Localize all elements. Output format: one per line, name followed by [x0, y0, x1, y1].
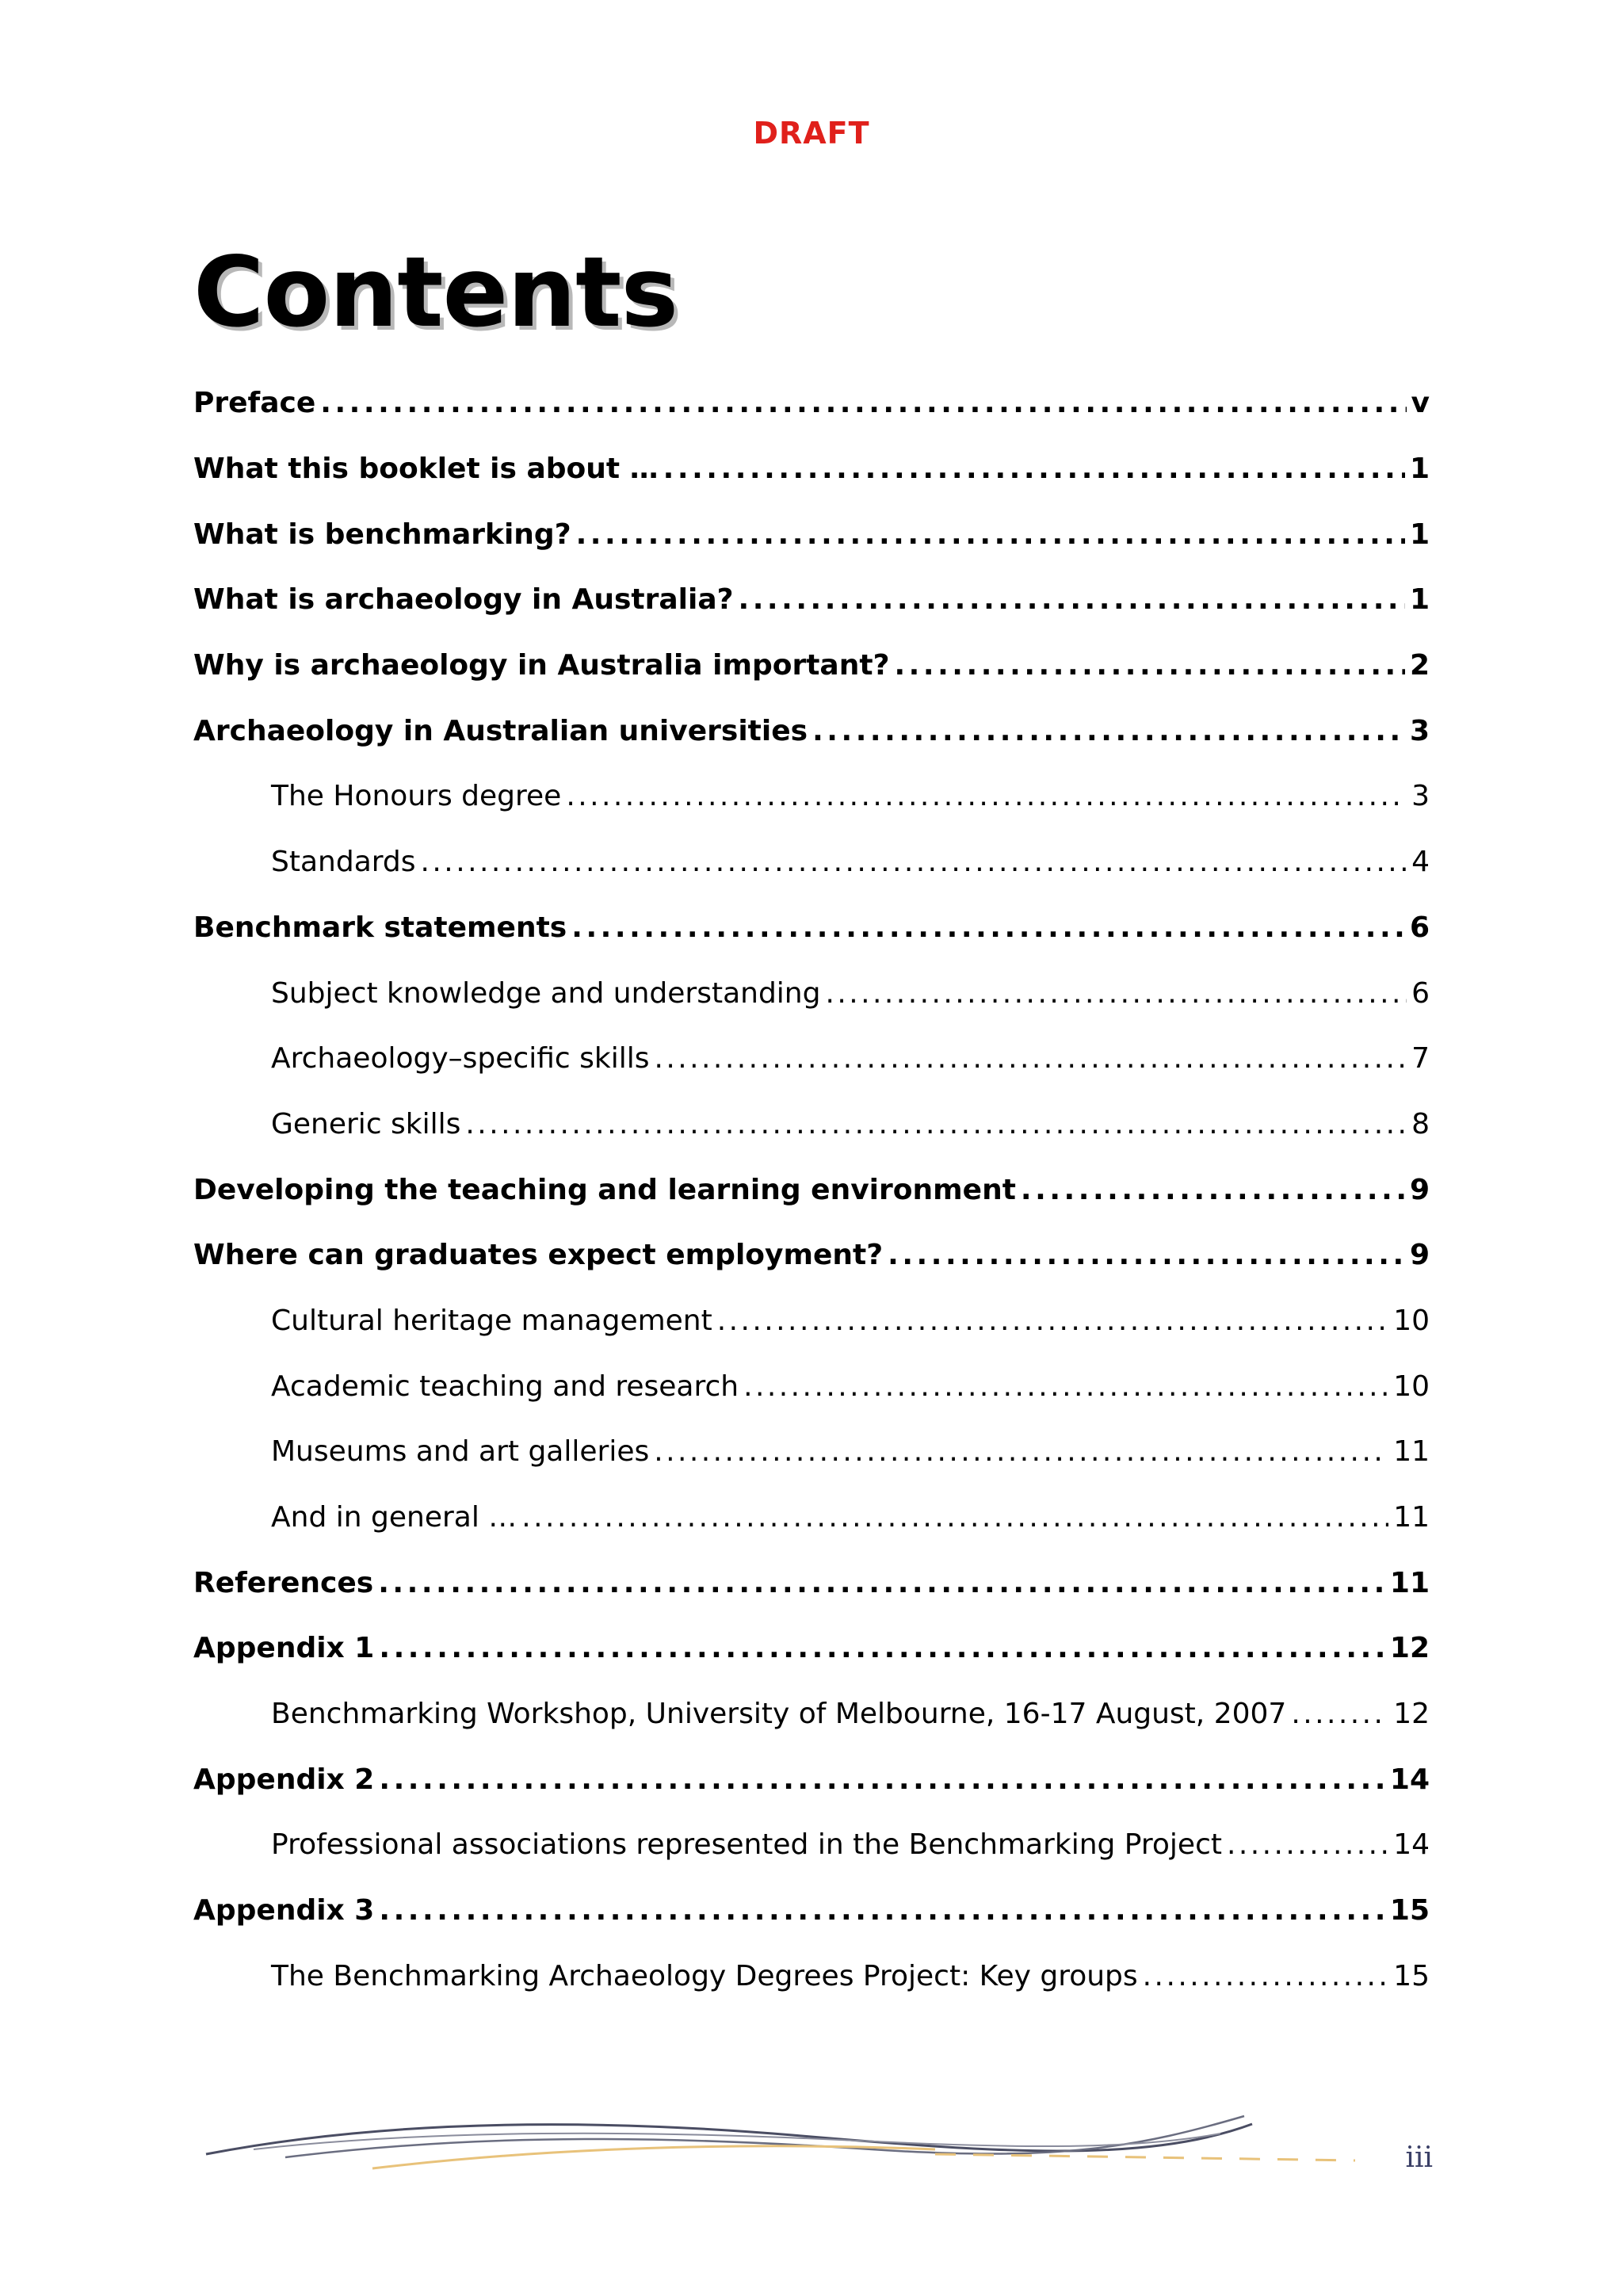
toc-entry-label: Appendix 3: [193, 1894, 375, 1927]
toc-dot-leader: [571, 914, 1405, 942]
toc-dot-leader: [717, 1307, 1388, 1335]
toc-entry[interactable]: [193, 371, 1430, 437]
toc-entry-label: Cultural heritage management: [271, 1304, 712, 1337]
footer-swoosh-decoration: [190, 2100, 1363, 2172]
toc-dot-leader: [566, 782, 1407, 811]
toc-entry[interactable]: [193, 437, 1430, 502]
toc-entry-page-number: 15: [1393, 1959, 1430, 1992]
toc-dot-leader: [379, 1897, 1385, 1925]
toc-entry-label: Standards: [271, 846, 416, 879]
toc-entry-page-number: 6: [1409, 911, 1430, 944]
toc-entry-label: Professional associations represented in the Benchmarking Project: [271, 1828, 1222, 1862]
toc-dot-leader: [1291, 1700, 1388, 1729]
toc-entry-page-number: 14: [1393, 1828, 1430, 1862]
toc-subentry[interactable]: [193, 961, 1430, 1026]
toc-entry-page-number: 9: [1409, 1173, 1430, 1206]
toc-entry-page-number: 10: [1393, 1370, 1430, 1403]
toc-entry[interactable]: [193, 1878, 1430, 1944]
toc-entry[interactable]: [193, 502, 1430, 567]
toc-dot-leader: [379, 1634, 1385, 1663]
toc-entry[interactable]: [193, 1616, 1430, 1682]
toc-entry-label: Appendix 1: [193, 1632, 375, 1665]
toc-entry-page-number: 6: [1411, 976, 1430, 1010]
toc-subentry[interactable]: [193, 764, 1430, 830]
toc-entry-label: Subject knowledge and understanding: [271, 976, 821, 1010]
toc-entry[interactable]: [193, 1223, 1430, 1289]
toc-entry-label: The Benchmarking Archaeology Degrees Project: Key groups: [271, 1959, 1138, 1992]
toc-subentry[interactable]: [193, 1354, 1430, 1419]
table-of-contents: [193, 371, 1430, 2009]
toc-subentry[interactable]: [193, 1485, 1430, 1551]
toc-entry-page-number: 12: [1393, 1698, 1430, 1731]
toc-dot-leader: [739, 586, 1405, 614]
toc-entry-label: Academic teaching and research: [271, 1370, 739, 1403]
toc-entry-page-number: 3: [1411, 780, 1430, 813]
toc-entry-label: Generic skills: [271, 1107, 461, 1140]
toc-subentry[interactable]: [193, 1419, 1430, 1485]
toc-entry-label: Benchmark statements: [193, 911, 567, 944]
toc-entry-page-number: 10: [1393, 1304, 1430, 1337]
toc-entry-label: What is benchmarking?: [193, 518, 571, 551]
toc-entry[interactable]: [193, 1157, 1430, 1223]
toc-dot-leader: [1227, 1831, 1388, 1859]
toc-entry-page-number: 15: [1389, 1894, 1430, 1927]
toc-entry-label: Where can graduates expect employment?: [193, 1239, 884, 1272]
swoosh-dashed-line: [935, 2154, 1355, 2160]
toc-subentry[interactable]: [193, 1092, 1430, 1158]
toc-entry-label: The Honours degree: [271, 780, 562, 813]
swoosh-accent-line: [372, 2146, 935, 2168]
toc-subentry[interactable]: [193, 1682, 1430, 1748]
toc-entry-page-number: 14: [1389, 1763, 1430, 1796]
toc-dot-leader: [379, 1766, 1385, 1794]
toc-dot-leader: [888, 1241, 1405, 1270]
toc-entry-label: Why is archaeology in Australia important?: [193, 649, 890, 682]
toc-dot-leader: [655, 1045, 1407, 1073]
toc-entry[interactable]: [193, 1747, 1430, 1813]
toc-dot-leader: [320, 389, 1406, 418]
toc-dot-leader: [1021, 1176, 1405, 1205]
toc-entry-page-number: 11: [1393, 1501, 1430, 1534]
toc-dot-leader: [663, 455, 1405, 483]
toc-dot-leader: [1143, 1962, 1389, 1991]
toc-dot-leader: [576, 521, 1405, 549]
toc-entry-page-number: 1: [1409, 453, 1430, 486]
toc-entry-label: Developing the teaching and learning environment: [193, 1173, 1016, 1206]
toc-subentry[interactable]: [193, 1813, 1430, 1878]
toc-entry-label: Benchmarking Workshop, University of Melbourne, 16-17 August, 2007: [271, 1698, 1287, 1731]
toc-dot-leader: [894, 651, 1404, 680]
toc-subentry[interactable]: [193, 830, 1430, 896]
toc-entry[interactable]: [193, 698, 1430, 764]
toc-entry-page-number: 3: [1409, 714, 1430, 747]
toc-subentry[interactable]: [193, 1289, 1430, 1354]
toc-entry-page-number: 9: [1409, 1239, 1430, 1272]
toc-entry-label: Archaeology–specific skills: [271, 1042, 650, 1075]
draft-label: DRAFT: [753, 116, 870, 151]
toc-entry-label: Appendix 2: [193, 1763, 375, 1796]
page-number: iii: [1405, 2141, 1433, 2174]
toc-entry-page-number: 11: [1389, 1566, 1430, 1599]
toc-entry-page-number: v: [1411, 387, 1430, 420]
toc-entry[interactable]: [193, 633, 1430, 699]
toc-entry[interactable]: [193, 1550, 1430, 1616]
toc-entry[interactable]: [193, 567, 1430, 633]
toc-dot-leader: [654, 1438, 1388, 1466]
toc-dot-leader: [812, 717, 1405, 746]
toc-dot-leader: [421, 848, 1407, 877]
toc-subentry[interactable]: [193, 1026, 1430, 1092]
toc-entry-label: What is archaeology in Australia?: [193, 583, 734, 617]
toc-entry-page-number: 2: [1409, 649, 1430, 682]
toc-entry-label: Museums and art galleries: [271, 1435, 650, 1469]
toc-subentry[interactable]: [193, 1944, 1430, 2010]
page-title: Contents: [193, 236, 678, 349]
toc-entry-page-number: 1: [1409, 583, 1430, 617]
toc-entry-label: And in general …: [271, 1501, 517, 1534]
toc-entry-page-number: 8: [1411, 1107, 1430, 1140]
toc-entry-page-number: 7: [1411, 1042, 1430, 1075]
toc-entry-page-number: 4: [1411, 846, 1430, 879]
toc-dot-leader: [378, 1569, 1385, 1598]
toc-entry-label: References: [193, 1566, 374, 1599]
toc-entry-page-number: 12: [1389, 1632, 1430, 1665]
toc-dot-leader: [465, 1110, 1407, 1139]
toc-dot-leader: [743, 1373, 1388, 1401]
toc-entry-page-number: 1: [1409, 518, 1430, 551]
toc-entry-label: What this booklet is about …: [193, 453, 659, 486]
toc-dot-leader: [825, 980, 1407, 1008]
toc-entry-label: Preface: [193, 387, 316, 420]
toc-entry[interactable]: [193, 896, 1430, 961]
toc-entry-page-number: 11: [1393, 1435, 1430, 1469]
toc-entry-label: Archaeology in Australian universities: [193, 714, 808, 747]
toc-dot-leader: [521, 1503, 1388, 1532]
